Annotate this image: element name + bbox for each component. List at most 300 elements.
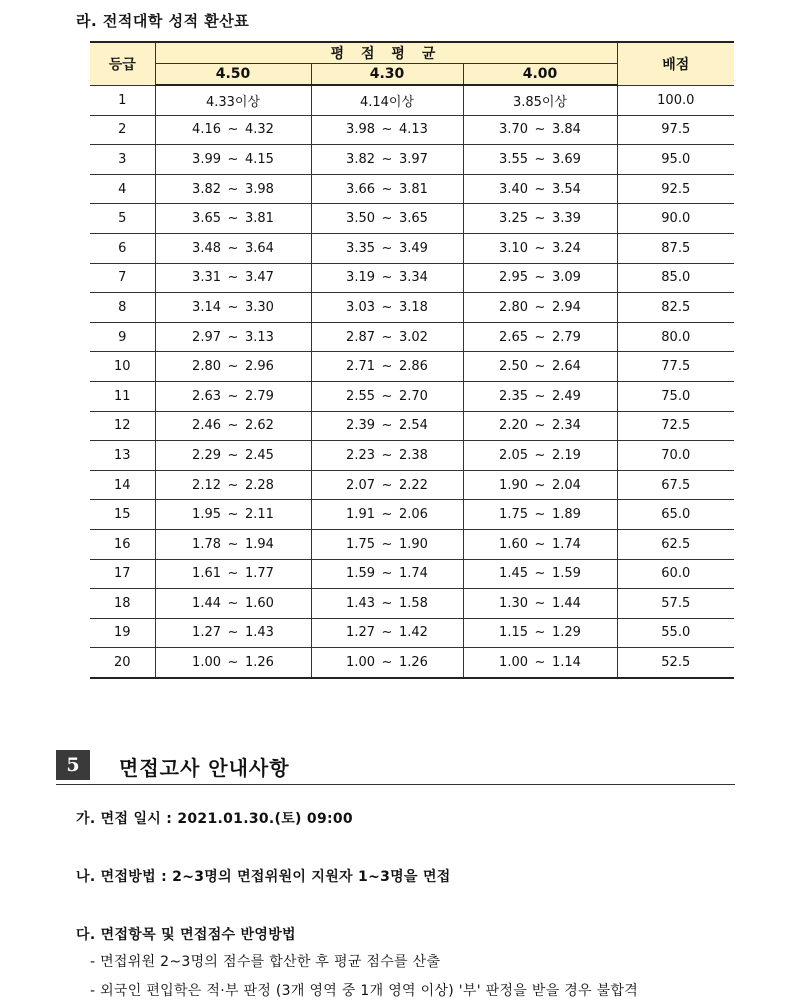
range-tilde: ~ bbox=[381, 566, 393, 582]
table-row bbox=[90, 411, 734, 441]
gpa-range-cell bbox=[311, 263, 463, 293]
range-min: 2.63 bbox=[192, 388, 221, 404]
gpa-range-cell bbox=[311, 618, 463, 648]
gpa-range-cell bbox=[155, 174, 311, 204]
range-max: 2.96 bbox=[245, 359, 274, 375]
table-row bbox=[90, 648, 734, 678]
interview-method: 나. 면접방법 : 2~3명의 면접위원이 지원자 1~3명을 면접 bbox=[76, 869, 451, 885]
gpa-range-cell bbox=[155, 293, 311, 323]
range-tilde: ~ bbox=[381, 359, 393, 375]
table-row bbox=[90, 589, 734, 619]
gpa-range-cell bbox=[155, 145, 311, 175]
range-tilde: ~ bbox=[227, 566, 239, 582]
range-tilde: ~ bbox=[534, 211, 546, 227]
grade-cell: 7 bbox=[90, 263, 155, 293]
range-max: 1.60 bbox=[245, 595, 274, 611]
range-min: 1.60 bbox=[499, 536, 528, 552]
range-tilde: ~ bbox=[534, 181, 546, 197]
gpa-range-cell: 3.85이상 bbox=[463, 85, 617, 115]
range-tilde: ~ bbox=[381, 418, 393, 434]
range-min: 2.80 bbox=[192, 359, 221, 375]
table-row bbox=[90, 618, 734, 648]
range-min: 1.91 bbox=[346, 507, 375, 523]
range-tilde: ~ bbox=[534, 595, 546, 611]
grade-cell: 18 bbox=[90, 589, 155, 619]
gpa-range-cell bbox=[311, 559, 463, 589]
grade-cell: 17 bbox=[90, 559, 155, 589]
range-min: 3.50 bbox=[346, 211, 375, 227]
gpa-range-cell bbox=[463, 145, 617, 175]
table-body bbox=[90, 85, 734, 678]
range-tilde: ~ bbox=[534, 625, 546, 641]
range-min: 3.03 bbox=[346, 299, 375, 315]
range-min: 2.07 bbox=[346, 477, 375, 493]
table-row bbox=[90, 559, 734, 589]
range-min: 1.95 bbox=[192, 507, 221, 523]
table-row bbox=[90, 115, 734, 145]
gpa-range-cell bbox=[463, 618, 617, 648]
grade-cell: 6 bbox=[90, 233, 155, 263]
range-tilde: ~ bbox=[227, 211, 239, 227]
gpa-range-cell bbox=[463, 648, 617, 678]
range-tilde: ~ bbox=[227, 536, 239, 552]
gpa-range-cell bbox=[311, 115, 463, 145]
range-tilde: ~ bbox=[227, 595, 239, 611]
range-tilde: ~ bbox=[381, 447, 393, 463]
range-min: 3.19 bbox=[346, 270, 375, 286]
range-tilde: ~ bbox=[534, 359, 546, 375]
gpa-range-cell bbox=[311, 648, 463, 678]
gpa-range-cell bbox=[463, 293, 617, 323]
range-tilde: ~ bbox=[227, 655, 239, 671]
range-max: 2.49 bbox=[552, 388, 581, 404]
range-max: 1.26 bbox=[245, 655, 274, 671]
gpa-range-cell bbox=[463, 204, 617, 234]
gpa-range-cell bbox=[311, 352, 463, 382]
score-cell: 65.0 bbox=[617, 500, 734, 530]
range-max: 3.84 bbox=[552, 122, 581, 138]
table-row bbox=[90, 470, 734, 500]
range-min: 3.31 bbox=[192, 270, 221, 286]
gpa-range-cell bbox=[463, 470, 617, 500]
grade-cell: 9 bbox=[90, 322, 155, 352]
grade-conversion-table bbox=[90, 41, 734, 679]
range-min: 3.14 bbox=[192, 299, 221, 315]
score-cell: 57.5 bbox=[617, 589, 734, 619]
gpa-range-cell bbox=[311, 145, 463, 175]
gpa-range-cell bbox=[155, 322, 311, 352]
range-min: 3.10 bbox=[499, 240, 528, 256]
range-min: 1.00 bbox=[346, 655, 375, 671]
range-min: 3.70 bbox=[499, 122, 528, 138]
gpa-range-cell bbox=[463, 411, 617, 441]
range-min: 2.65 bbox=[499, 329, 528, 345]
range-max: 1.29 bbox=[552, 625, 581, 641]
range-min: 3.48 bbox=[192, 240, 221, 256]
gpa-range-cell bbox=[155, 589, 311, 619]
table-row bbox=[90, 263, 734, 293]
gpa-range-cell bbox=[155, 115, 311, 145]
range-max: 3.47 bbox=[245, 270, 274, 286]
score-cell: 77.5 bbox=[617, 352, 734, 382]
gpa-range-cell bbox=[155, 500, 311, 530]
range-max: 3.24 bbox=[552, 240, 581, 256]
grade-cell: 20 bbox=[90, 648, 155, 678]
range-min: 1.75 bbox=[499, 507, 528, 523]
range-max: 2.22 bbox=[399, 477, 428, 493]
header-score: 배점 bbox=[617, 42, 734, 85]
grade-cell: 8 bbox=[90, 293, 155, 323]
range-min: 3.82 bbox=[346, 151, 375, 167]
score-cell: 87.5 bbox=[617, 233, 734, 263]
header-scale-450: 4.50 bbox=[155, 64, 311, 86]
gpa-range-cell bbox=[155, 618, 311, 648]
score-cell: 85.0 bbox=[617, 263, 734, 293]
range-tilde: ~ bbox=[227, 299, 239, 315]
interview-bullet: - 면접위원 2~3명의 점수를 합산한 후 평균 점수를 산출 bbox=[90, 954, 441, 970]
range-min: 2.71 bbox=[346, 359, 375, 375]
grade-cell: 14 bbox=[90, 470, 155, 500]
range-min: 3.98 bbox=[346, 122, 375, 138]
range-max: 1.74 bbox=[552, 536, 581, 552]
range-min: 1.43 bbox=[346, 595, 375, 611]
range-max: 2.06 bbox=[399, 507, 428, 523]
range-max: 2.38 bbox=[399, 447, 428, 463]
range-max: 1.42 bbox=[399, 625, 428, 641]
range-min: 2.55 bbox=[346, 388, 375, 404]
range-min: 2.97 bbox=[192, 329, 221, 345]
gpa-range-cell bbox=[155, 204, 311, 234]
range-max: 3.97 bbox=[399, 151, 428, 167]
grade-cell: 4 bbox=[90, 174, 155, 204]
range-tilde: ~ bbox=[227, 240, 239, 256]
range-max: 1.90 bbox=[399, 536, 428, 552]
range-tilde: ~ bbox=[381, 536, 393, 552]
range-tilde: ~ bbox=[534, 270, 546, 286]
gpa-range-cell bbox=[311, 322, 463, 352]
range-min: 3.25 bbox=[499, 211, 528, 227]
gpa-range-cell bbox=[463, 381, 617, 411]
range-max: 1.44 bbox=[552, 595, 581, 611]
gpa-range-cell bbox=[155, 381, 311, 411]
range-max: 4.32 bbox=[245, 122, 274, 138]
gpa-range-cell: 4.14이상 bbox=[311, 85, 463, 115]
range-tilde: ~ bbox=[534, 240, 546, 256]
range-tilde: ~ bbox=[381, 388, 393, 404]
range-tilde: ~ bbox=[534, 655, 546, 671]
range-tilde: ~ bbox=[381, 181, 393, 197]
table-row bbox=[90, 204, 734, 234]
range-max: 3.98 bbox=[245, 181, 274, 197]
range-tilde: ~ bbox=[534, 447, 546, 463]
range-max: 3.34 bbox=[399, 270, 428, 286]
grade-cell: 12 bbox=[90, 411, 155, 441]
grade-cell: 3 bbox=[90, 145, 155, 175]
range-min: 2.05 bbox=[499, 447, 528, 463]
range-tilde: ~ bbox=[534, 418, 546, 434]
range-min: 2.46 bbox=[192, 418, 221, 434]
range-max: 3.69 bbox=[552, 151, 581, 167]
range-max: 3.30 bbox=[245, 299, 274, 315]
range-tilde: ~ bbox=[534, 151, 546, 167]
table-row bbox=[90, 293, 734, 323]
range-min: 3.66 bbox=[346, 181, 375, 197]
range-min: 1.59 bbox=[346, 566, 375, 582]
range-max: 2.28 bbox=[245, 477, 274, 493]
range-tilde: ~ bbox=[381, 595, 393, 611]
range-tilde: ~ bbox=[534, 477, 546, 493]
gpa-range-cell bbox=[155, 263, 311, 293]
gpa-range-cell bbox=[311, 441, 463, 471]
gpa-range-cell bbox=[463, 589, 617, 619]
range-max: 2.79 bbox=[245, 388, 274, 404]
gpa-range-cell: 4.33이상 bbox=[155, 85, 311, 115]
range-tilde: ~ bbox=[227, 359, 239, 375]
range-min: 2.12 bbox=[192, 477, 221, 493]
range-min: 2.29 bbox=[192, 447, 221, 463]
range-max: 1.94 bbox=[245, 536, 274, 552]
gpa-range-cell bbox=[311, 411, 463, 441]
header-grade: 등급 bbox=[90, 42, 155, 85]
grade-cell: 16 bbox=[90, 529, 155, 559]
range-max: 1.74 bbox=[399, 566, 428, 582]
range-tilde: ~ bbox=[381, 655, 393, 671]
range-tilde: ~ bbox=[227, 270, 239, 286]
score-cell: 97.5 bbox=[617, 115, 734, 145]
score-cell: 82.5 bbox=[617, 293, 734, 323]
range-tilde: ~ bbox=[227, 329, 239, 345]
range-max: 1.89 bbox=[552, 507, 581, 523]
grade-cell: 13 bbox=[90, 441, 155, 471]
header-scale-430: 4.30 bbox=[311, 64, 463, 86]
score-cell: 80.0 bbox=[617, 322, 734, 352]
range-tilde: ~ bbox=[227, 151, 239, 167]
range-tilde: ~ bbox=[227, 418, 239, 434]
range-max: 2.04 bbox=[552, 477, 581, 493]
range-max: 2.86 bbox=[399, 359, 428, 375]
range-min: 1.75 bbox=[346, 536, 375, 552]
grade-cell: 5 bbox=[90, 204, 155, 234]
table-row bbox=[90, 322, 734, 352]
range-min: 3.99 bbox=[192, 151, 221, 167]
range-tilde: ~ bbox=[534, 536, 546, 552]
range-min: 2.39 bbox=[346, 418, 375, 434]
range-max: 1.26 bbox=[399, 655, 428, 671]
table-row bbox=[90, 381, 734, 411]
score-cell: 55.0 bbox=[617, 618, 734, 648]
table-row bbox=[90, 233, 734, 263]
range-min: 1.78 bbox=[192, 536, 221, 552]
range-max: 2.34 bbox=[552, 418, 581, 434]
gpa-range-cell bbox=[155, 559, 311, 589]
range-max: 3.81 bbox=[399, 181, 428, 197]
table-row bbox=[90, 85, 734, 115]
score-cell: 90.0 bbox=[617, 204, 734, 234]
score-cell: 62.5 bbox=[617, 529, 734, 559]
table-row bbox=[90, 500, 734, 530]
table-row bbox=[90, 529, 734, 559]
range-min: 1.00 bbox=[499, 655, 528, 671]
range-max: 2.94 bbox=[552, 299, 581, 315]
range-tilde: ~ bbox=[381, 211, 393, 227]
grade-cell: 1 bbox=[90, 85, 155, 115]
range-tilde: ~ bbox=[227, 181, 239, 197]
gpa-range-cell bbox=[463, 500, 617, 530]
header-scale-400: 4.00 bbox=[463, 64, 617, 86]
gpa-range-cell bbox=[463, 233, 617, 263]
range-max: 2.19 bbox=[552, 447, 581, 463]
range-max: 3.81 bbox=[245, 211, 274, 227]
range-max: 3.39 bbox=[552, 211, 581, 227]
range-min: 2.35 bbox=[499, 388, 528, 404]
gpa-range-cell bbox=[463, 559, 617, 589]
range-min: 1.27 bbox=[192, 625, 221, 641]
range-tilde: ~ bbox=[381, 507, 393, 523]
gpa-range-cell bbox=[155, 233, 311, 263]
range-max: 2.45 bbox=[245, 447, 274, 463]
range-max: 3.13 bbox=[245, 329, 274, 345]
range-tilde: ~ bbox=[534, 329, 546, 345]
range-min: 3.65 bbox=[192, 211, 221, 227]
gpa-range-cell bbox=[311, 381, 463, 411]
gpa-range-cell bbox=[463, 352, 617, 382]
score-cell: 92.5 bbox=[617, 174, 734, 204]
range-tilde: ~ bbox=[227, 447, 239, 463]
interview-bullet: - 외국인 편입학은 적·부 판정 (3개 영역 중 1개 영역 이상) '부' 판정을 받을 경우 불합격 bbox=[90, 983, 639, 999]
range-min: 3.40 bbox=[499, 181, 528, 197]
gpa-range-cell bbox=[463, 115, 617, 145]
range-max: 3.65 bbox=[399, 211, 428, 227]
range-min: 3.35 bbox=[346, 240, 375, 256]
score-cell: 60.0 bbox=[617, 559, 734, 589]
range-tilde: ~ bbox=[227, 477, 239, 493]
range-max: 3.18 bbox=[399, 299, 428, 315]
section-heading: 라. 전적대학 성적 환산표 bbox=[76, 12, 250, 30]
range-min: 2.23 bbox=[346, 447, 375, 463]
range-min: 2.20 bbox=[499, 418, 528, 434]
range-min: 1.90 bbox=[499, 477, 528, 493]
range-min: 1.15 bbox=[499, 625, 528, 641]
section-5-header bbox=[56, 748, 735, 785]
gpa-range-cell bbox=[155, 470, 311, 500]
table-row bbox=[90, 145, 734, 175]
range-min: 3.55 bbox=[499, 151, 528, 167]
range-tilde: ~ bbox=[381, 151, 393, 167]
gpa-range-cell bbox=[463, 529, 617, 559]
range-max: 1.43 bbox=[245, 625, 274, 641]
range-min: 3.82 bbox=[192, 181, 221, 197]
range-tilde: ~ bbox=[227, 507, 239, 523]
range-tilde: ~ bbox=[381, 240, 393, 256]
grade-cell: 2 bbox=[90, 115, 155, 145]
gpa-range-cell bbox=[311, 233, 463, 263]
range-tilde: ~ bbox=[381, 329, 393, 345]
range-max: 2.62 bbox=[245, 418, 274, 434]
gpa-range-cell bbox=[463, 174, 617, 204]
range-min: 2.80 bbox=[499, 299, 528, 315]
range-tilde: ~ bbox=[534, 507, 546, 523]
range-max: 4.13 bbox=[399, 122, 428, 138]
score-cell: 95.0 bbox=[617, 145, 734, 175]
score-cell: 75.0 bbox=[617, 381, 734, 411]
range-tilde: ~ bbox=[534, 388, 546, 404]
grade-cell: 11 bbox=[90, 381, 155, 411]
grade-cell: 10 bbox=[90, 352, 155, 382]
gpa-range-cell bbox=[155, 529, 311, 559]
interview-date: 가. 면접 일시 : 2021.01.30.(토) 09:00 bbox=[76, 811, 353, 827]
range-max: 1.58 bbox=[399, 595, 428, 611]
range-min: 1.00 bbox=[192, 655, 221, 671]
score-cell: 70.0 bbox=[617, 441, 734, 471]
range-tilde: ~ bbox=[381, 477, 393, 493]
range-min: 4.16 bbox=[192, 122, 221, 138]
range-tilde: ~ bbox=[381, 299, 393, 315]
section-title: 면접고사 안내사항 bbox=[119, 756, 290, 780]
range-max: 3.54 bbox=[552, 181, 581, 197]
range-max: 2.70 bbox=[399, 388, 428, 404]
gpa-range-cell bbox=[311, 589, 463, 619]
range-tilde: ~ bbox=[381, 625, 393, 641]
score-cell: 100.0 bbox=[617, 85, 734, 115]
range-min: 2.50 bbox=[499, 359, 528, 375]
range-min: 2.95 bbox=[499, 270, 528, 286]
score-cell: 72.5 bbox=[617, 411, 734, 441]
grade-cell: 19 bbox=[90, 618, 155, 648]
range-tilde: ~ bbox=[381, 122, 393, 138]
gpa-range-cell bbox=[463, 322, 617, 352]
gpa-range-cell bbox=[155, 411, 311, 441]
range-min: 1.45 bbox=[499, 566, 528, 582]
range-max: 4.15 bbox=[245, 151, 274, 167]
table-row bbox=[90, 441, 734, 471]
header-gpa-group: 평 점 평 균 bbox=[155, 42, 617, 64]
gpa-range-cell bbox=[463, 441, 617, 471]
range-max: 1.59 bbox=[552, 566, 581, 582]
gpa-range-cell bbox=[311, 293, 463, 323]
range-max: 3.09 bbox=[552, 270, 581, 286]
range-tilde: ~ bbox=[381, 270, 393, 286]
range-max: 3.02 bbox=[399, 329, 428, 345]
range-max: 2.79 bbox=[552, 329, 581, 345]
range-min: 1.27 bbox=[346, 625, 375, 641]
gpa-range-cell bbox=[311, 470, 463, 500]
gpa-range-cell bbox=[155, 648, 311, 678]
range-min: 1.61 bbox=[192, 566, 221, 582]
range-min: 1.30 bbox=[499, 595, 528, 611]
range-tilde: ~ bbox=[227, 388, 239, 404]
section-number-badge: 5 bbox=[56, 750, 90, 780]
gpa-range-cell bbox=[311, 204, 463, 234]
gpa-range-cell bbox=[311, 174, 463, 204]
range-min: 1.44 bbox=[192, 595, 221, 611]
range-tilde: ~ bbox=[227, 625, 239, 641]
gpa-range-cell bbox=[311, 500, 463, 530]
gpa-range-cell bbox=[155, 352, 311, 382]
range-max: 3.49 bbox=[399, 240, 428, 256]
table-row bbox=[90, 352, 734, 382]
range-tilde: ~ bbox=[534, 122, 546, 138]
range-max: 3.64 bbox=[245, 240, 274, 256]
table-row bbox=[90, 174, 734, 204]
range-max: 1.14 bbox=[552, 655, 581, 671]
range-tilde: ~ bbox=[227, 122, 239, 138]
range-min: 2.87 bbox=[346, 329, 375, 345]
gpa-range-cell bbox=[463, 263, 617, 293]
interview-items-heading: 다. 면접항목 및 면접점수 반영방법 bbox=[76, 927, 296, 943]
score-cell: 52.5 bbox=[617, 648, 734, 678]
score-cell: 67.5 bbox=[617, 470, 734, 500]
grade-cell: 15 bbox=[90, 500, 155, 530]
